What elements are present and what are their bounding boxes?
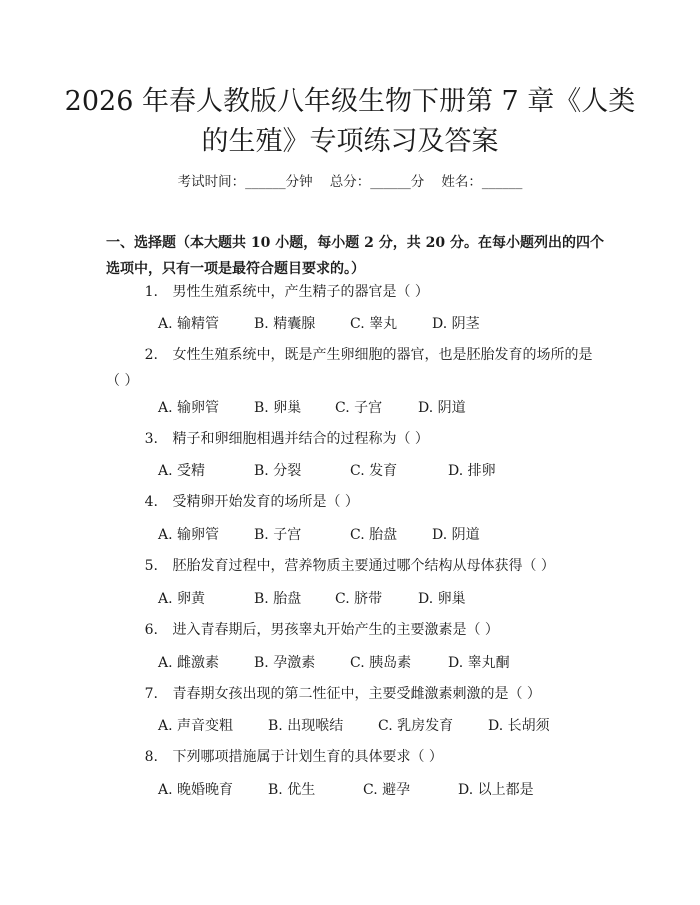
option-d: D. 长胡须 (488, 718, 550, 734)
option-d: D. 睾丸酮 (448, 655, 510, 671)
question-1 (106, 279, 606, 305)
question-number: 1. (144, 284, 158, 300)
question-number: 6. (144, 622, 158, 638)
option-b: B. 胎盘 (254, 591, 302, 607)
option-c: C. 发育 (350, 463, 398, 479)
option-b: B. 卵巢 (254, 400, 302, 416)
option-a: A. 卵黄 (158, 591, 206, 607)
option-c: C. 子宫 (335, 400, 383, 416)
exam-meta: 考试时间：______分钟 总分：______分 姓名：______ (177, 174, 523, 190)
question-number: 3. (144, 431, 158, 447)
question-stem: 女性生殖系统中，既是产生卵细胞的器官，也是胚胎发育的场所的是（ ） (106, 347, 593, 389)
question-number: 8. (144, 749, 158, 765)
question-7 (106, 681, 606, 707)
question-6 (106, 617, 606, 643)
option-c: C. 脐带 (335, 591, 383, 607)
option-d: D. 卵巢 (418, 591, 466, 607)
option-c: C. 睾丸 (350, 316, 398, 332)
document-title: 2026 年春人教版八年级生物下册第 7 章《人类的生殖》专项练习及答案 (64, 86, 636, 157)
question-2 (106, 342, 606, 394)
option-c: C. 乳房发育 (378, 718, 454, 734)
question-stem: 青春期女孩出现的第二性征中，主要受雌激素刺激的是（ ） (172, 686, 541, 702)
option-d: D. 排卵 (448, 463, 496, 479)
question-8 (106, 744, 606, 770)
question-5 (106, 553, 606, 579)
section-heading: 一、选择题（本大题共 10 小题，每小题 2 分，共 20 分。在每小题列出的四个选项中，只有一项是最符合题目要求的。） (106, 235, 604, 277)
option-d: D. 阴茎 (432, 316, 480, 332)
question-number: 2. (144, 347, 158, 363)
question-stem: 受精卵开始发育的场所是（ ） (172, 494, 359, 510)
option-a: A. 晚婚晚育 (158, 782, 234, 798)
option-a: A. 受精 (158, 463, 206, 479)
option-d: D. 以上都是 (458, 782, 534, 798)
option-b: B. 优生 (268, 782, 316, 798)
option-b: B. 出现喉结 (268, 718, 344, 734)
option-d: D. 阴道 (432, 527, 480, 543)
question-stem: 进入青春期后，男孩睾丸开始产生的主要激素是（ ） (172, 622, 499, 638)
option-c: C. 避孕 (363, 782, 411, 798)
question-4 (106, 489, 606, 515)
question-number: 7. (144, 686, 158, 702)
option-a: A. 输卵管 (158, 527, 220, 543)
question-stem: 胚胎发育过程中，营养物质主要通过哪个结构从母体获得（ ） (172, 558, 555, 574)
option-a: A. 输精管 (158, 316, 220, 332)
question-stem: 精子和卵细胞相遇并结合的过程称为（ ） (172, 431, 429, 447)
option-a: A. 声音变粗 (158, 718, 234, 734)
option-b: B. 分裂 (254, 463, 302, 479)
question-number: 4. (144, 494, 158, 510)
option-b: B. 子宫 (254, 527, 302, 543)
option-b: B. 精囊腺 (254, 316, 316, 332)
question-stem: 男性生殖系统中，产生精子的器官是（ ） (172, 284, 429, 300)
option-a: A. 雌激素 (158, 655, 220, 671)
option-d: D. 阴道 (418, 400, 466, 416)
question-3 (106, 426, 606, 452)
option-c: C. 胰岛素 (350, 655, 412, 671)
option-c: C. 胎盘 (350, 527, 398, 543)
option-a: A. 输卵管 (158, 400, 220, 416)
question-number: 5. (144, 558, 158, 574)
option-b: B. 孕激素 (254, 655, 316, 671)
question-stem: 下列哪项措施属于计划生育的具体要求（ ） (172, 749, 443, 765)
